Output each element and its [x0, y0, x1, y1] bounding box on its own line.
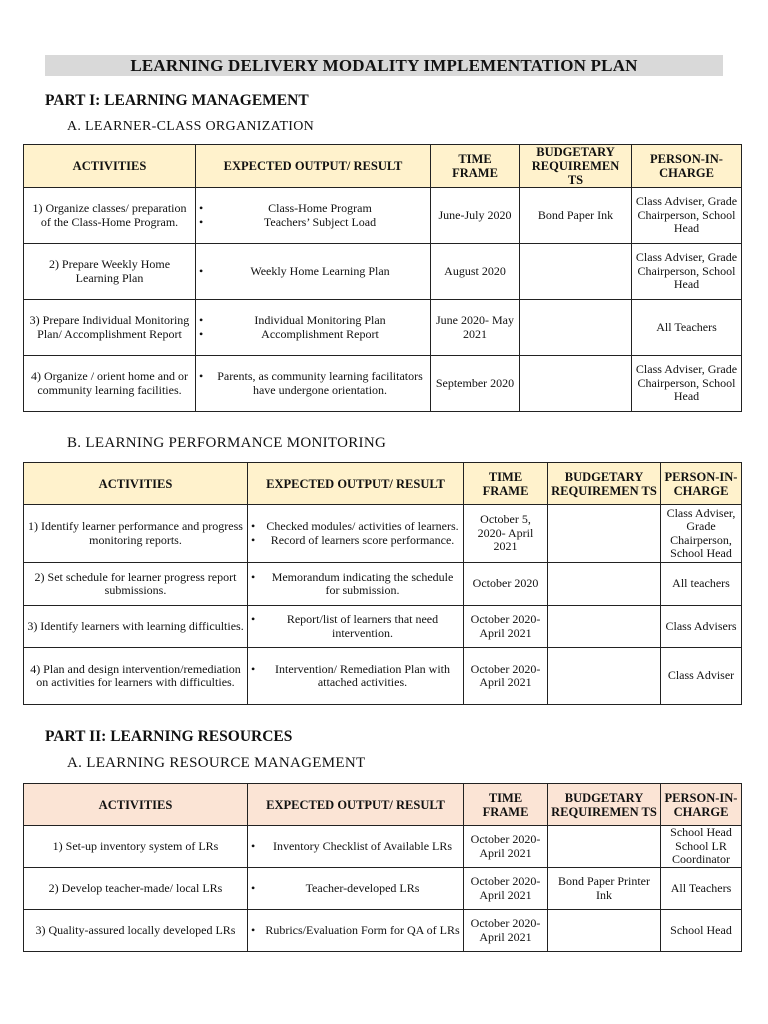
table-row	[24, 826, 742, 868]
person-in-charge-cell: School Head School LR Coordinator	[661, 826, 742, 868]
time-frame-cell: September 2020	[431, 356, 520, 412]
header-expected-output: EXPECTED OUTPUT/ RESULT	[248, 784, 464, 826]
output-item: • Teacher-developed LRs	[251, 882, 460, 896]
header-activities: ACTIVITIES	[24, 145, 196, 188]
budget-cell	[520, 356, 632, 412]
expected-output-cell	[248, 868, 464, 910]
output-list	[251, 924, 460, 938]
output-list	[251, 571, 460, 598]
output-item: • Class-Home Program	[199, 202, 427, 216]
header-person-in-charge: PERSON-IN-CHARGE	[632, 145, 742, 188]
header-budgetary: BUDGETARY REQUIREMEN TS	[520, 145, 632, 188]
time-frame-cell: October 2020- April 2021	[464, 606, 548, 648]
budget-cell	[548, 910, 661, 952]
table-row	[24, 648, 742, 705]
table-row	[24, 188, 742, 244]
expected-output-cell	[196, 356, 431, 412]
document-title: LEARNING DELIVERY MODALITY IMPLEMENTATION PLAN	[45, 55, 723, 76]
time-frame-cell: October 2020- April 2021	[464, 868, 548, 910]
expected-output-cell	[248, 606, 464, 648]
header-activities: ACTIVITIES	[24, 463, 248, 505]
output-list	[199, 202, 427, 229]
person-in-charge-cell: All Teachers	[632, 300, 742, 356]
time-frame-cell: October 2020- April 2021	[464, 910, 548, 952]
expected-output-cell	[248, 563, 464, 606]
part1-heading: PART I: LEARNING MANAGEMENT	[45, 92, 309, 109]
activity-cell: 1) Identify learner performance and progress monitoring reports.	[24, 505, 248, 563]
output-item: • Accomplishment Report	[199, 328, 427, 342]
header-activities: ACTIVITIES	[24, 784, 248, 826]
output-item: • Parents, as community learning facilitators have undergone orientation.	[199, 370, 427, 397]
activity-cell: 2) Develop teacher-made/ local LRs	[24, 868, 248, 910]
person-in-charge-cell: Class Adviser, Grade Chairperson, School Head	[632, 244, 742, 300]
expected-output-cell	[196, 188, 431, 244]
budget-cell	[548, 563, 661, 606]
activity-cell: 3) Prepare Individual Monitoring Plan/ Accomplishment Report	[24, 300, 196, 356]
table-row	[24, 505, 742, 563]
output-item: • Inventory Checklist of Available LRs	[251, 840, 460, 854]
time-frame-cell: June 2020- May 2021	[431, 300, 520, 356]
expected-output-cell	[248, 910, 464, 952]
learning-resource-management-table	[23, 783, 742, 952]
budget-cell	[548, 606, 661, 648]
time-frame-cell: October 2020	[464, 563, 548, 606]
output-item: • Individual Monitoring Plan	[199, 314, 427, 328]
header-person-in-charge: PERSON-IN-CHARGE	[661, 463, 742, 505]
learner-class-organization-table	[23, 144, 742, 412]
person-in-charge-cell: Class Adviser	[661, 648, 742, 705]
table-row	[24, 300, 742, 356]
header-budgetary: BUDGETARY REQUIREMEN TS	[548, 784, 661, 826]
time-frame-cell: October 5, 2020- April 2021	[464, 505, 548, 563]
output-list	[199, 265, 427, 279]
activity-cell: 4) Organize / orient home and or community learning facilities.	[24, 356, 196, 412]
output-item: • Weekly Home Learning Plan	[199, 265, 427, 279]
activity-cell: 3) Identify learners with learning difficulties.	[24, 606, 248, 648]
table-row	[24, 356, 742, 412]
budget-cell	[548, 648, 661, 705]
output-list	[251, 520, 460, 547]
person-in-charge-cell: Class Adviser, Grade Chairperson, School Head	[661, 505, 742, 563]
person-in-charge-cell: Class Adviser, Grade Chairperson, School Head	[632, 188, 742, 244]
time-frame-cell: August 2020	[431, 244, 520, 300]
time-frame-cell: October 2020- April 2021	[464, 648, 548, 705]
activity-cell: 4) Plan and design intervention/remediation on activities for learners with difficulties.	[24, 648, 248, 705]
output-list	[251, 840, 460, 854]
output-item: • Teachers’ Subject Load	[199, 216, 427, 230]
person-in-charge-cell: School Head	[661, 910, 742, 952]
output-item: • Intervention/ Remediation Plan with attached activities.	[251, 663, 460, 690]
activity-cell: 1) Set-up inventory system of LRs	[24, 826, 248, 868]
activity-cell: 2) Set schedule for learner progress report submissions.	[24, 563, 248, 606]
person-in-charge-cell: Class Adviser, Grade Chairperson, School Head	[632, 356, 742, 412]
learning-performance-monitoring-table	[23, 462, 742, 705]
header-time-frame: TIME FRAME	[431, 145, 520, 188]
header-expected-output: EXPECTED OUTPUT/ RESULT	[248, 463, 464, 505]
budget-cell	[548, 826, 661, 868]
expected-output-cell	[248, 648, 464, 705]
table-row	[24, 868, 742, 910]
output-item: • Rubrics/Evaluation Form for QA of LRs	[251, 924, 460, 938]
expected-output-cell	[196, 244, 431, 300]
section-b-heading: B. LEARNING PERFORMANCE MONITORING	[67, 435, 387, 451]
budget-cell	[520, 244, 632, 300]
budget-cell	[548, 505, 661, 563]
activity-cell: 2) Prepare Weekly Home Learning Plan	[24, 244, 196, 300]
expected-output-cell	[248, 826, 464, 868]
header-expected-output: EXPECTED OUTPUT/ RESULT	[196, 145, 431, 188]
person-in-charge-cell: All Teachers	[661, 868, 742, 910]
expected-output-cell	[248, 505, 464, 563]
output-list	[251, 882, 460, 896]
expected-output-cell	[196, 300, 431, 356]
output-list	[199, 314, 427, 341]
table-row	[24, 910, 742, 952]
person-in-charge-cell: Class Advisers	[661, 606, 742, 648]
table-row	[24, 244, 742, 300]
budget-cell: Bond Paper Ink	[520, 188, 632, 244]
table-row	[24, 606, 742, 648]
header-time-frame: TIME FRAME	[464, 784, 548, 826]
header-person-in-charge: PERSON-IN-CHARGE	[661, 784, 742, 826]
time-frame-cell: October 2020- April 2021	[464, 826, 548, 868]
section-a-heading: A. LEARNER-CLASS ORGANIZATION	[67, 119, 315, 134]
table-row	[24, 563, 742, 606]
output-list	[199, 370, 427, 397]
header-budgetary: BUDGETARY REQUIREMEN TS	[548, 463, 661, 505]
header-time-frame: TIME FRAME	[464, 463, 548, 505]
output-item: • Record of learners score performance.	[251, 534, 460, 548]
activity-cell: 3) Quality-assured locally developed LRs	[24, 910, 248, 952]
output-list	[251, 663, 460, 690]
output-item: • Checked modules/ activities of learners.	[251, 520, 460, 534]
output-item: • Report/list of learners that need intervention.	[251, 613, 460, 640]
person-in-charge-cell: All teachers	[661, 563, 742, 606]
output-list	[251, 613, 460, 640]
budget-cell	[520, 300, 632, 356]
activity-cell: 1) Organize classes/ preparation of the Class-Home Program.	[24, 188, 196, 244]
time-frame-cell: June-July 2020	[431, 188, 520, 244]
part2-heading: PART II: LEARNING RESOURCES	[45, 728, 293, 745]
output-item: • Memorandum indicating the schedule for submission.	[251, 571, 460, 598]
budget-cell: Bond Paper Printer Ink	[548, 868, 661, 910]
learning-resource-management-heading: A. LEARNING RESOURCE MANAGEMENT	[67, 755, 366, 771]
